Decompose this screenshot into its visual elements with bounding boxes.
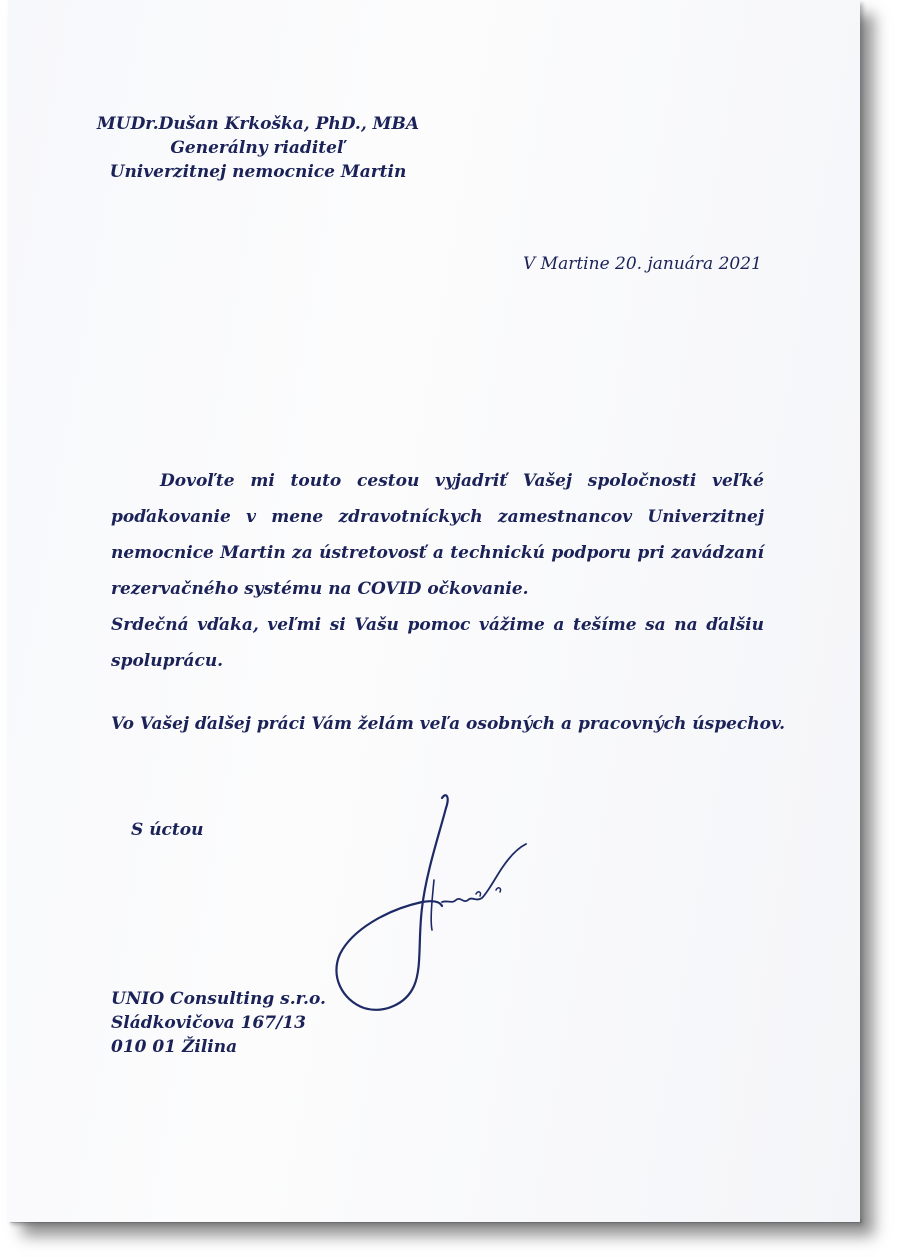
closing-salutation: S úctou (131, 820, 204, 840)
body-paragraph-1: Dovoľte mi touto cestou vyjadriť Vašej spoločnosti veľké poďakovanie v mene zdravotníckych zamestnancov Univerzitnej nemocnice Martin za ústretovosť a technickú podporu pri zavádzaní rezervačného systému na COVID očkovanie. (111, 471, 764, 599)
addressee-institution: Univerzitnej nemocnice Martin (109, 162, 407, 182)
date-line: V Martine 20. januára 2021 (523, 254, 762, 274)
wish-line: Vo Vašej ďalšej práci Vám želám veľa osobných a pracovných úspechov. (111, 714, 786, 734)
letter-body (111, 463, 764, 679)
recipient-city: 010 01 Žilina (111, 1037, 238, 1057)
handwritten-signature (326, 790, 546, 1020)
recipient-company: UNIO Consulting s.r.o. (111, 989, 326, 1009)
recipient-block (111, 987, 326, 1059)
addressee-title: Generálny riaditeľ (170, 138, 346, 158)
addressee-block (8, 112, 508, 184)
body-paragraph-2: Srdečná vďaka, veľmi si Vašu pomoc vážime a tešíme sa na ďalšiu spoluprácu. (111, 615, 764, 671)
addressee-name: MUDr.Dušan Krkoška, PhD., MBA (96, 114, 420, 134)
recipient-street: Sládkovičova 167/13 (111, 1013, 306, 1033)
letter-page (8, 0, 860, 1222)
